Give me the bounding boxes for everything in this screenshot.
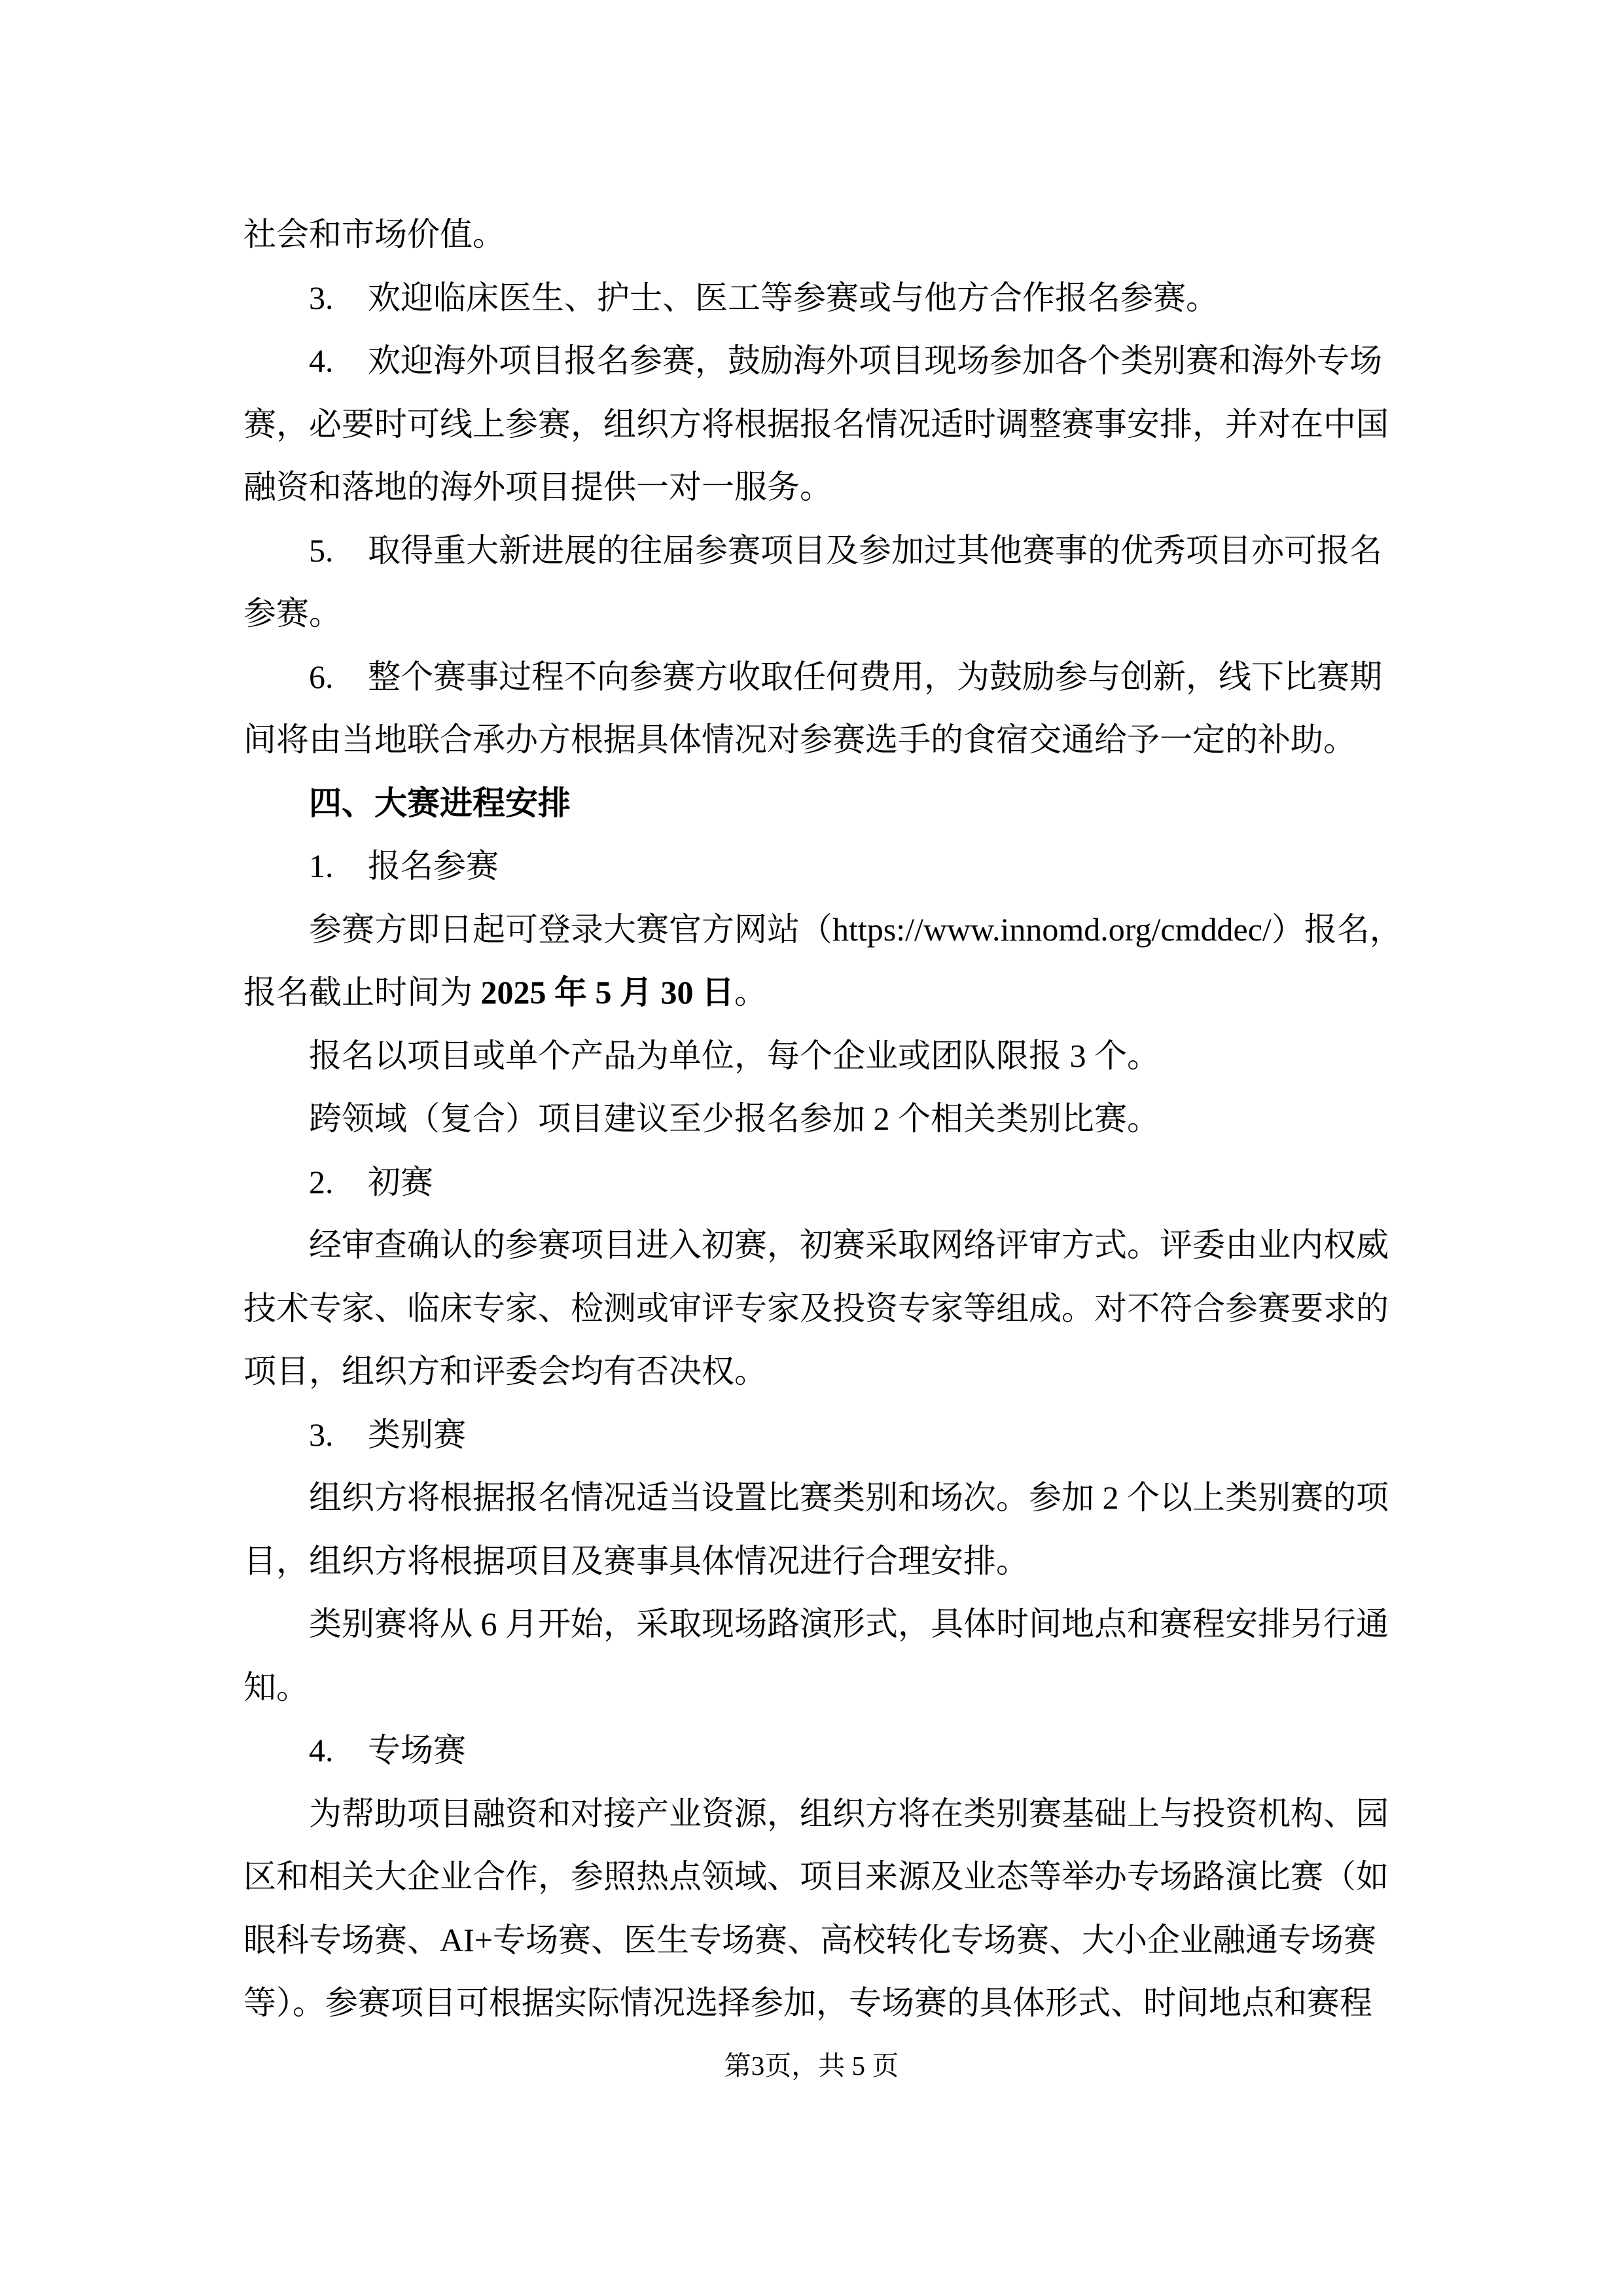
text-segment: 欢迎临床医生、护士、医工等参赛或与他方合作报名参赛。	[368, 279, 1219, 316]
text-segment: 目，组织方将根据项目及赛事具体情况进行合理安排。	[243, 1542, 1029, 1579]
text-segment: 项目，组织方和评委会均有否决权。	[243, 1353, 767, 1390]
list-number: 4.	[309, 1732, 334, 1768]
list-number: 5.	[309, 531, 334, 569]
bold-text-segment: 2025 年 5 月 30 日	[480, 974, 734, 1011]
text-segment: 组织方将根据报名情况适当设置比赛类别和场次。参加 2 个以上类别赛的项	[309, 1479, 1389, 1516]
text-segment: 技术专家、临床专家、检测或审评专家及投资专家等组成。对不符合参赛要求的	[243, 1289, 1389, 1327]
text-segment: 参赛方即日起可登录大赛官方网站（https://www.innomd.org/cmddec/）报名，	[309, 910, 1402, 948]
text-line	[243, 1592, 1389, 1656]
text-segment: 报名截止时间为	[243, 974, 481, 1011]
text-line	[243, 898, 1402, 961]
text-line	[243, 519, 1382, 583]
text-line	[243, 456, 1382, 519]
list-number: 4.	[309, 342, 334, 379]
text-line	[243, 329, 1382, 393]
text-line	[243, 1719, 1382, 1782]
text-line	[243, 1530, 1382, 1593]
text-segment: 欢迎海外项目报名参赛，鼓励海外项目现场参加各个类别赛和海外专场	[368, 342, 1382, 379]
text-segment: 专场赛	[368, 1732, 466, 1768]
document-body	[243, 203, 1402, 2035]
text-segment: 眼科专场赛、AI+专场赛、医生专场赛、高校转化专场赛、大小企业融通专场赛	[243, 1921, 1376, 1958]
text-line	[243, 393, 1389, 456]
text-segment: 为帮助项目融资和对接产业资源，组织方将在类别赛基础上与投资机构、园	[309, 1795, 1389, 1832]
text-line	[243, 1024, 1382, 1088]
text-segment: 。	[734, 974, 767, 1011]
text-segment: 经审查确认的参赛项目进入初赛，初赛采取网络评审方式。评委由业内权威	[309, 1227, 1389, 1263]
list-number: 2.	[309, 1163, 334, 1200]
text-segment: 报名参赛	[368, 848, 499, 884]
text-line	[243, 1213, 1389, 1277]
section-heading	[243, 772, 1382, 835]
text-line	[243, 1087, 1382, 1151]
text-line	[243, 834, 1382, 898]
text-line	[243, 1845, 1389, 1909]
text-segment: 参赛。	[243, 595, 342, 632]
text-segment: 整个赛事过程不向参赛方收取任何费用，为鼓励参与创新，线下比赛期	[368, 658, 1382, 695]
text-line	[243, 582, 1382, 645]
text-segment: 初赛	[368, 1163, 433, 1200]
text-line	[243, 645, 1382, 709]
list-number: 6.	[309, 658, 334, 695]
text-line	[243, 708, 1382, 772]
text-segment: 等）。参赛项目可根据实际情况选择参加，专场赛的具体形式、时间地点和赛程	[243, 1984, 1372, 2021]
text-segment: 跨领域（复合）项目建议至少报名参加 2 个相关类别比赛。	[309, 1100, 1160, 1137]
text-line	[243, 1340, 1382, 1403]
text-segment: 区和相关大企业合作，参照热点领域、项目来源及业态等举办专场路演比赛（如	[243, 1858, 1389, 1895]
text-line	[243, 961, 1382, 1024]
text-line	[243, 1971, 1382, 2035]
text-line	[243, 1151, 1382, 1214]
text-segment: 社会和市场价值。	[243, 216, 505, 253]
text-line	[243, 1403, 1382, 1467]
text-segment: 取得重大新进展的往届参赛项目及参加过其他赛事的优秀项目亦可报名	[368, 531, 1382, 569]
page-footer	[0, 2046, 1623, 2085]
page-number-label: 第3页，共 5 页	[724, 2051, 899, 2081]
text-line	[243, 266, 1382, 330]
list-number: 3.	[309, 279, 334, 316]
text-line	[243, 1277, 1389, 1340]
list-number: 1.	[309, 848, 334, 884]
text-segment: 知。	[243, 1668, 309, 1706]
text-segment: 类别赛将从 6 月开始，采取现场路演形式，具体时间地点和赛程安排另行通	[309, 1605, 1389, 1642]
text-segment: 赛，必要时可线上参赛，组织方将根据报名情况适时调整赛事安排，并对在中国	[243, 405, 1389, 442]
text-line	[243, 1656, 1382, 1719]
text-segment: 融资和落地的海外项目提供一对一服务。	[243, 469, 832, 505]
text-segment: 报名以项目或单个产品为单位，每个企业或团队限报 3 个。	[309, 1037, 1160, 1074]
text-segment: 四、大赛进程安排	[309, 784, 571, 821]
text-line	[243, 203, 1382, 266]
text-line	[243, 1782, 1389, 1846]
list-number: 3.	[309, 1416, 334, 1453]
text-line	[243, 1466, 1389, 1530]
text-segment: 类别赛	[368, 1416, 466, 1453]
text-line	[243, 1909, 1382, 1972]
text-segment: 间将由当地联合承办方根据具体情况对参赛选手的食宿交通给予一定的补助。	[243, 721, 1356, 758]
